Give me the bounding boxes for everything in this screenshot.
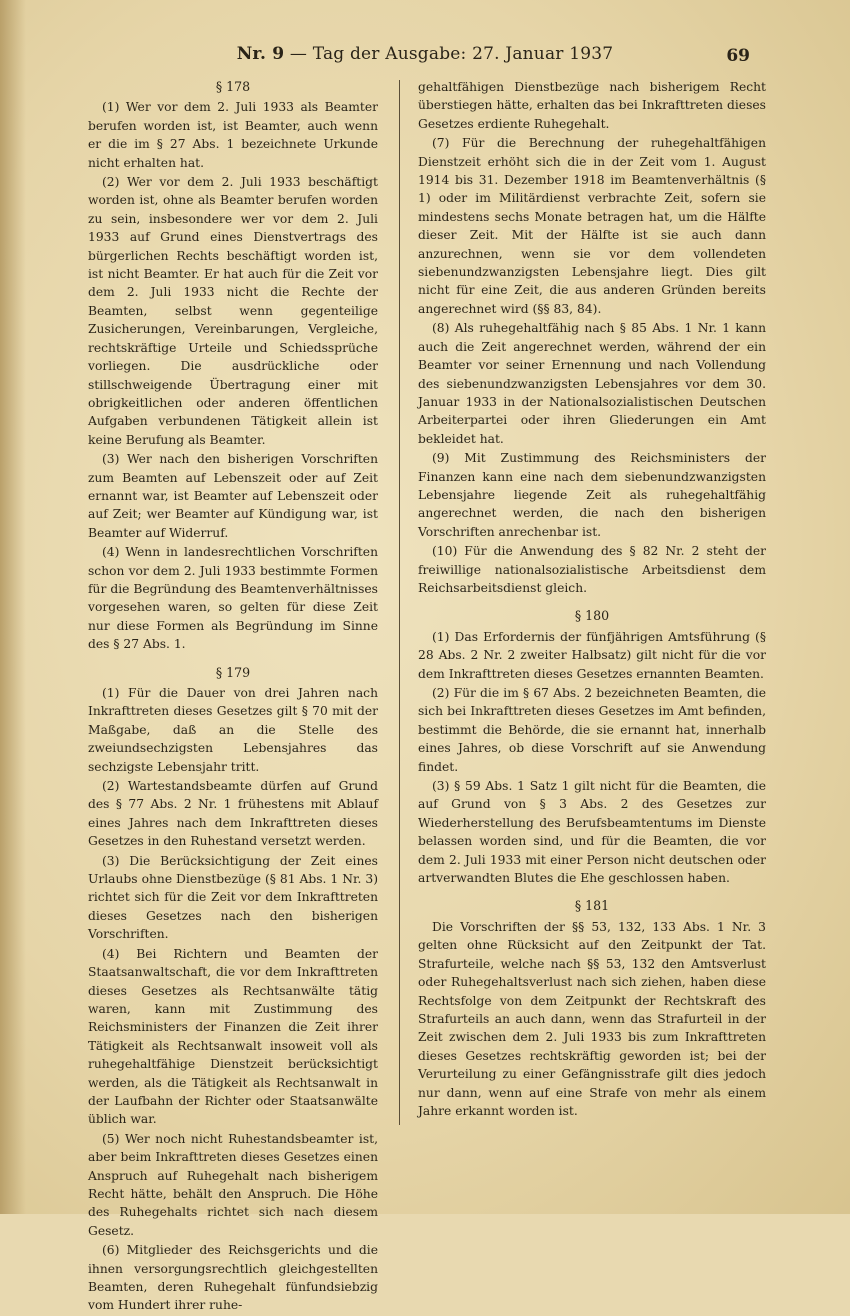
s179-paragraph-6: (6) Mitglieder des Reichsgerichts und die ihnen versorgungsrechtlich gleichgestellten Beamten, deren Ruhegehalt fünfundsiebzig vom Hundert ihrer ruhe-	[88, 1243, 378, 1313]
s181-paragraph-1: Die Vorschriften der §§ 53, 132, 133 Abs. 1 Nr. 3 gelten ohne Rücksicht auf den Zeitpunkt der Tat. Strafurteile, welche nach §§ 53, 132 den Amtsverlust oder Ruhegehaltsverlust nach sich ziehen, haben diese Rechtsfolge von dem Zeitpunkt der Rechtskraft des Strafurteils an auch dann, wenn das Strafurteil in der Zeit zwischen dem 2. Juli 1933 bis zum Inkrafttreten dieses Gesetzes rechtskräftig geworden ist; bei der Verurteilung zu einer Gefängnisstrafe gilt dies jedoch nur dann, wenn auf eine Strafe von mehr als einem Jahre erkannt worden ist.	[418, 919, 766, 1118]
issue-date: Tag der Ausgabe: 27. Januar 1937	[312, 44, 614, 64]
s178-paragraph-2: (2) Wer vor dem 2. Juli 1933 beschäftigt worden ist, ohne als Beamter berufen worden zu sein, insbesondere wer vor dem 2. Juli 1933 auf Grund eines Dienstvertrags des bürgerlichen Rechts beschäftigt worden ist, ist nicht Beamter. Er hat auch für die Zeit vor dem 2. Juli 1933 nicht die Rechte der Beamten, selbst wenn gegenteilige Zusicherungen, Vereinbarungen, Vergleiche, rechtskräftige Urteile und Schiedssprüche vorliegen. Die ausdrückliche oder stillschweigende Übertragung einer mit obrigkeitlichen oder anderen öffentlichen Aufgaben verbundenen Tätigkeit allein ist keine Berufung als Beamter.	[88, 175, 378, 447]
s179-paragraph-1: (1) Für die Dauer von drei Jahren nach Inkrafttreten dieses Gesetzes gilt § 70 mit der Maßgabe, daß an die Stelle des zweiundsechzigsten Lebensjahres das sechzigste Lebensjahr tritt.	[88, 686, 378, 774]
page-header	[0, 44, 850, 74]
s180-paragraph-3: (3) § 59 Abs. 1 Satz 1 gilt nicht für die Beamten, die auf Grund von § 3 Abs. 2 des Gesetzes zur Wiederherstellung des Berufsbeamtentums im Dienste belassen worden sind, und für die Beamten, die vor dem 2. Juli 1933 mit einer Person nicht deutschen oder artverwandten Blutes die Ehe geschlossen haben.	[418, 779, 766, 886]
header-title	[0, 44, 850, 64]
s178-paragraph-4: (4) Wenn in landesrechtlichen Vorschriften schon vor dem 2. Juli 1933 bestimmte Formen für die Begründung des Beamtenverhältnisses vorgesehen waren, so gelten für diese Zeit nur diese Formen als Begründung im Sinne des § 27 Abs. 1.	[88, 545, 378, 652]
s179-paragraph-8: (8) Als ruhegehaltfähig nach § 85 Abs. 1 Nr. 1 kann auch die Zeit angerechnet werden, während der ein Beamter vor seiner Ernennung und nach Vollendung des siebenundzwanzigsten Lebensjahres vor dem 30. Januar 1933 in der Nationalsozialistischen Deutschen Arbeiterpartei oder ihren Gliederungen ein Amt bekleidet hat.	[418, 321, 766, 446]
s179-paragraph-10: (10) Für die Anwendung des § 82 Nr. 2 steht der freiwillige nationalsozialistische Arbeitsdienst dem Reichsarbeitsdienst gleich.	[418, 544, 766, 595]
section-180-title: § 180	[574, 608, 610, 624]
s178-paragraph-3: (3) Wer nach den bisherigen Vorschriften zum Beamten auf Lebenszeit oder auf Zeit ernannt war, ist Beamter auf Lebenszeit oder auf Zeit; wer Beamter auf Kündigung war, ist Beamter auf Widerruf.	[88, 452, 378, 540]
s180-paragraph-1: (1) Das Erfordernis der fünfjährigen Amtsführung (§ 28 Abs. 2 Nr. 2 zweiter Halbsatz) gilt nicht für die vor dem Inkrafttreten dieses Gesetzes ernannten Beamten.	[418, 629, 766, 681]
s179-paragraph-6-continued: gehaltfähigen Dienstbezüge nach bisherigem Recht überstiegen hätte, erhalten das bei Inkrafttreten dieses Gesetzes erdiente Ruhegehalt.	[418, 80, 766, 131]
s179-paragraph-3: (3) Die Berücksichtigung der Zeit eines Urlaubs ohne Dienstbezüge (§ 81 Abs. 1 Nr. 3) richtet sich für die Zeit vor dem Inkrafttreten dieses Gesetzes nach den bisherigen Vorschriften.	[88, 853, 378, 942]
section-178-title: § 178	[215, 79, 251, 94]
section-179-title: § 179	[215, 664, 251, 680]
issue-number: Nr. 9	[236, 44, 285, 64]
header-dash: —	[289, 44, 308, 64]
s180-paragraph-2: (2) Für die im § 67 Abs. 2 bezeichneten Beamten, die sich bei Inkrafttreten dieses Gesetzes im Amt befinden, bestimmt die Behörde, die sie ernannt hat, innerhalb eines Jahres, ob diese Vorschrift auf sie Anwendung findet.	[418, 686, 766, 774]
s179-paragraph-9: (9) Mit Zustimmung des Reichsministers der Finanzen kann eine nach dem siebenundzwanzigsten Lebensjahre liegende Zeit als ruhegehaltfähig angerechnet werden, die nach den bisherigen Vorschriften anrechenbar ist.	[418, 451, 766, 539]
s179-paragraph-4: (4) Bei Richtern und Beamten der Staatsanwaltschaft, die vor dem Inkrafttreten dieses Gesetzes als Rechtsanwälte tätig waren, kann mit Zustimmung des Reichsministers der Finanzen die Zeit ihrer Tätigkeit als Rechtsanwalt insoweit voll als ruhegehaltfähige Dienstzeit berücksichtigt werden, als die Tätigkeit als Rechtsanwalt in der Laufbahn der Richter oder Staatsanwälte üblich war.	[88, 946, 378, 1127]
right-column	[418, 78, 766, 1121]
left-column	[88, 78, 378, 1316]
section-181-title: § 181	[574, 898, 610, 914]
s179-paragraph-5: (5) Wer noch nicht Ruhestandsbeamter ist, aber beim Inkrafttreten dieses Gesetzes einen Anspruch auf Ruhegehalt nach bisherigem Recht hätte, behält den Anspruch. Die Höhe des Ruhegehalts richtet sich nach diesem Gesetz.	[88, 1131, 378, 1238]
s178-paragraph-1: (1) Wer vor dem 2. Juli 1933 als Beamter berufen worden ist, ist Beamter, auch wenn er die im § 27 Abs. 1 bezeichnete Urkunde nicht erhalten hat.	[88, 100, 378, 170]
column-divider	[399, 80, 400, 1125]
page-number: 69	[726, 46, 750, 66]
s179-paragraph-2: (2) Wartestandsbeamte dürfen auf Grund des § 77 Abs. 2 Nr. 1 frühestens mit Ablauf eines Jahres nach dem Inkrafttreten dieses Gesetzes in den Ruhestand versetzt werden.	[88, 779, 378, 849]
s179-paragraph-7: (7) Für die Berechnung der ruhegehaltfähigen Dienstzeit erhöht sich die in der Zeit vom 1. August 1914 bis 31. Dezember 1918 im Beamtenverhältnis (§ 1) oder im Militärdienst verbrachte Zeit, sofern sie mindestens sechs Monate betragen hat, um die Hälfte dieser Zeit. Mit der Hälfte ist sie auch dann anzurechnen, wenn sie vor dem vollendeten siebenundzwanzigsten Lebensjahre liegt. Dies gilt nicht für eine Zeit, die aus anderen Gründen bereits angerechnet wird (§§ 83, 84).	[418, 136, 766, 316]
